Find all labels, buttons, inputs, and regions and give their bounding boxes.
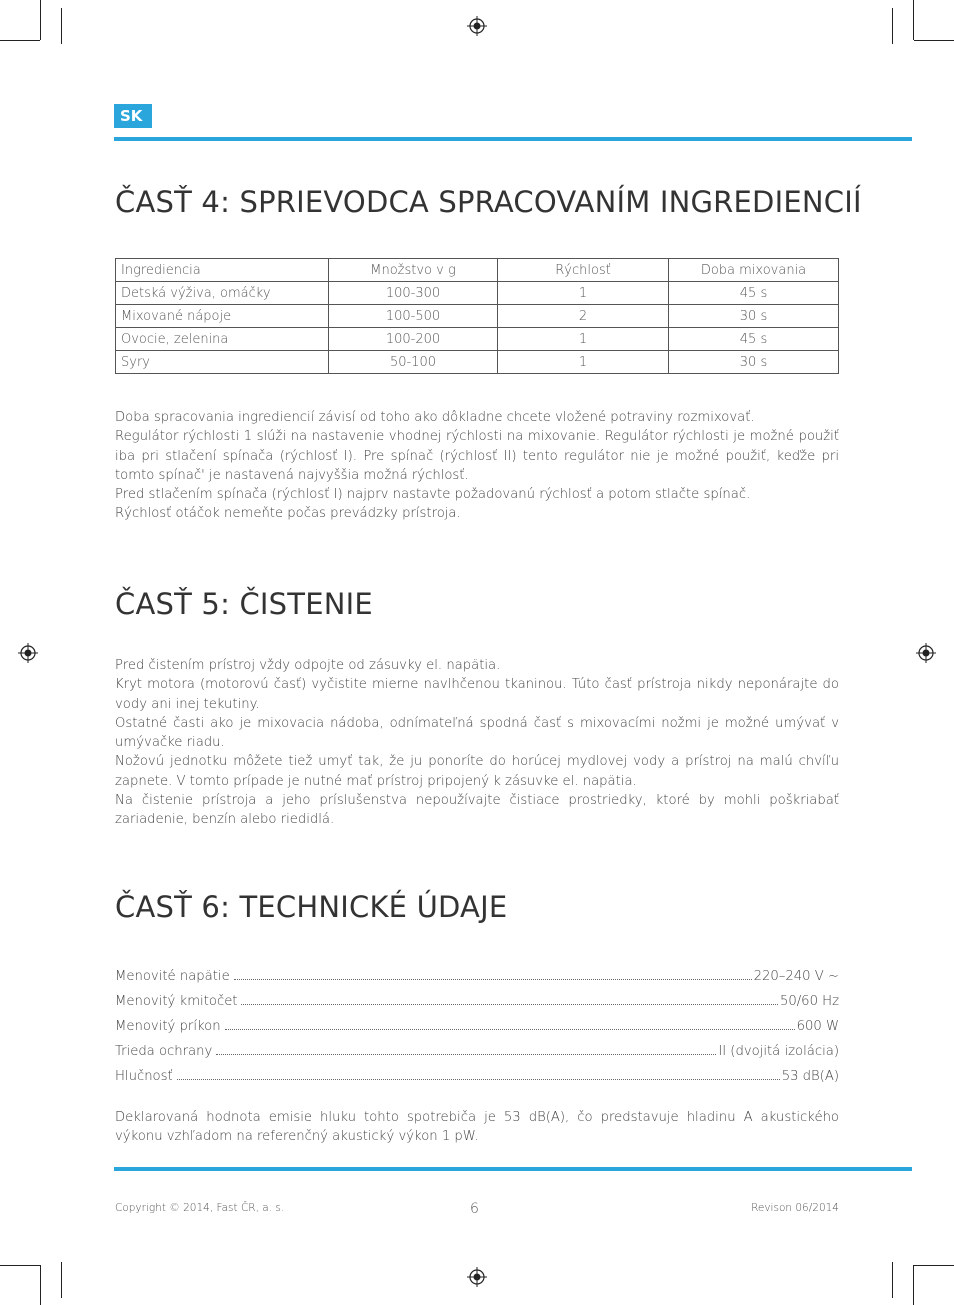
ingredient-table	[115, 258, 839, 374]
spec-value: 600 W	[796, 1019, 839, 1034]
table-cell: 100-200	[329, 328, 498, 351]
table-cell: 30 s	[669, 351, 839, 374]
paragraph: Rýchlosť otáčok nemeňte počas prevádzky prístroja.	[115, 506, 461, 522]
section6-title: ČASŤ 6: TECHNICKÉ ÚDAJE	[115, 890, 508, 924]
paragraph: Deklarovaná hodnota emisie hluku tohto spotrebiča je 53 dB(A), čo predstavuje hladinu A akustického výkonu vzhľadom na referenčný akustický výkon 1 pW.	[115, 1110, 839, 1145]
spec-value: 53 dB(A)	[781, 1069, 839, 1084]
spec-label: Trieda ochrany	[115, 1044, 213, 1059]
table-cell: Mixované nápoje	[116, 305, 329, 328]
page-number: 6	[470, 1201, 479, 1217]
table-header-cell: Rýchlosť	[498, 259, 669, 282]
table-cell: Syry	[116, 351, 329, 374]
copyright-text: Copyright © 2014, Fast ČR, a. s.	[115, 1202, 285, 1214]
section4-body	[115, 408, 839, 524]
dot-leader	[234, 979, 752, 980]
table-cell: 100-300	[329, 282, 498, 305]
spec-row	[115, 1014, 839, 1034]
spec-label: Hlučnosť	[115, 1069, 173, 1084]
paragraph: Kryt motora (motorovú časť) vyčistite mierne navlhčenou tkaninou. Túto časť prístroja nikdy neponárajte do vody ani inej tekutiny.	[115, 677, 839, 712]
spec-row	[115, 1064, 839, 1084]
table-cell: 100-500	[329, 305, 498, 328]
table-header-cell: Množstvo v g	[329, 259, 498, 282]
paragraph: Regulátor rýchlosti 1 slúži na nastavenie vhodnej rýchlosti na mixovanie. Regulátor rýchlosti je možné použiť iba pri stlačení spínača (rýchlosť I). Pre spínač (rýchlosť II) tento regulátor nie je možné použiť, keďže pri tomto spínač' je nastavená najvyššia možná rýchlosť.	[115, 429, 839, 483]
dot-leader	[225, 1029, 795, 1030]
spec-row	[115, 989, 839, 1009]
table-cell: Detská výživa, omáčky	[116, 282, 329, 305]
registration-mark-icon	[18, 643, 38, 663]
section5-title: ČASŤ 5: ČISTENIE	[115, 587, 373, 621]
header-rule	[114, 137, 912, 141]
registration-mark-icon	[467, 1267, 487, 1287]
spec-value: II (dvojitá izolácia)	[718, 1044, 839, 1059]
noise-note	[115, 1108, 839, 1147]
registration-mark-icon	[467, 16, 487, 36]
table-cell: 30 s	[669, 305, 839, 328]
paragraph: Nožovú jednotku môžete tiež umyť tak, že ju ponoríte do horúcej mydlovej vody a prístroj na malú chvíľu zapnete. V tomto prípade je nutné mať prístroj pripojený k zásuvke el. napätia.	[115, 754, 839, 789]
spec-value: 50/60 Hz	[779, 994, 839, 1009]
table-cell: 1	[498, 282, 669, 305]
table-cell: 1	[498, 328, 669, 351]
spec-label: Menovité napätie	[115, 969, 230, 984]
spec-label: Menovitý príkon	[115, 1019, 221, 1034]
dot-leader	[241, 1004, 777, 1005]
spec-label: Menovitý kmitočet	[115, 994, 238, 1009]
table-cell: Ovocie, zelenina	[116, 328, 329, 351]
spec-row	[115, 964, 839, 984]
language-badge: SK	[114, 104, 152, 128]
table-cell: 45 s	[669, 282, 839, 305]
footer-rule	[114, 1167, 912, 1171]
table-header-cell: Ingrediencia	[116, 259, 329, 282]
table-cell: 45 s	[669, 328, 839, 351]
revision-text: Revison 06/2014	[751, 1202, 839, 1214]
table-cell: 2	[498, 305, 669, 328]
section5-body	[115, 656, 839, 830]
section4-title: ČASŤ 4: SPRIEVODCA SPRACOVANÍM INGREDIENCIÍ	[115, 185, 862, 219]
table-header-row	[116, 259, 839, 282]
dot-leader	[216, 1054, 716, 1055]
registration-mark-icon	[916, 643, 936, 663]
table-row	[116, 351, 839, 374]
table-row	[116, 282, 839, 305]
table-cell: 1	[498, 351, 669, 374]
dot-leader	[177, 1079, 780, 1080]
table-row	[116, 328, 839, 351]
paragraph: Ostatné časti ako je mixovacia nádoba, odnímateľná spodná časť s mixovacími nožmi je možné umývať v umývačke riadu.	[115, 715, 839, 751]
spec-row	[115, 1039, 839, 1059]
paragraph: Pred stlačením spínača (rýchlosť I) najprv nastavte požadovanú rýchlosť a potom stlačte spínač.	[115, 487, 751, 503]
spec-value: 220–240 V ~	[753, 969, 839, 984]
paragraph: Pred čistením prístroj vždy odpojte od zásuvky el. napätia.	[115, 658, 501, 673]
table-header-cell: Doba mixovania	[669, 259, 839, 282]
paragraph: Na čistenie prístroja a jeho príslušenstva nepoužívajte čistiace prostriedky, ktoré by mohli poškriabať zariadenie, benzín alebo riedidlá.	[115, 793, 839, 828]
table-row	[116, 305, 839, 328]
paragraph: Doba spracovania ingrediencií závisí od toho ako dôkladne chcete vložené potraviny rozmixovať.	[115, 410, 755, 425]
table-cell: 50-100	[329, 351, 498, 374]
